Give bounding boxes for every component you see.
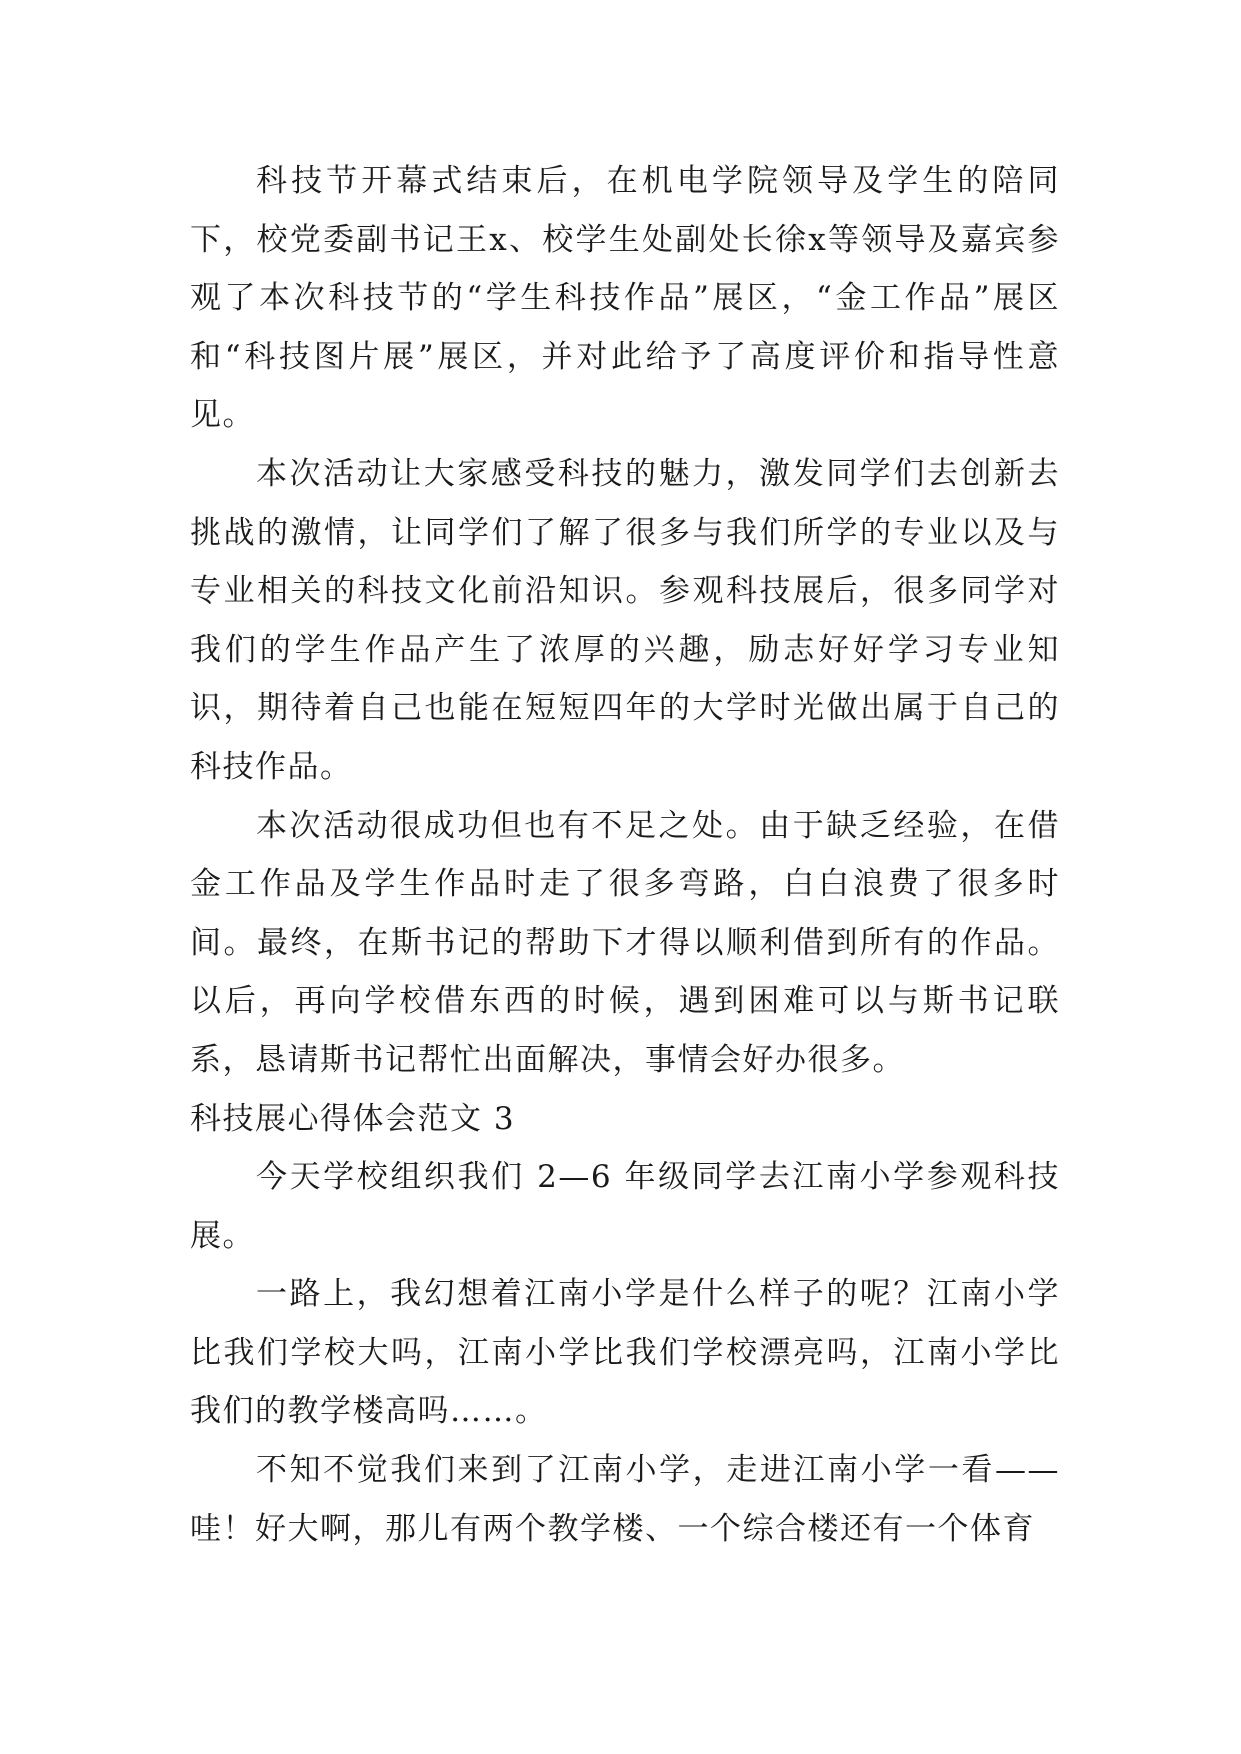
paragraph-opening-ceremony: 科技节开幕式结束后，在机电学院领导及学生的陪同下，校党委副书记王x、校学生处副处长徐x等领导及嘉宾参观了本次科技节的“学生科技作品”展区，“金工作品”展区和“科技图片展”展区，并对此给予了高度评价和指导性意见。 (190, 163, 1060, 434)
document-body (190, 152, 1060, 1558)
paragraph-arrival: 不知不觉我们来到了江南小学，走进江南小学一看——哇！好大啊，那儿有两个教学楼、一个综合楼还有一个体育 (190, 1452, 1060, 1547)
paragraph-imagination: 一路上，我幻想着江南小学是什么样子的呢？江南小学比我们学校大吗，江南小学比我们学校漂亮吗，江南小学比我们的教学楼高吗……。 (190, 1276, 1060, 1430)
section-heading: 科技展心得体会范文 3 (190, 1100, 516, 1137)
paragraph-shortcomings: 本次活动很成功但也有不足之处。由于缺乏经验，在借金工作品及学生作品时走了很多弯路，白白浪费了很多时间。最终，在斯书记的帮助下才得以顺利借到所有的作品。以后，再向学校借东西的时候，遇到困难可以与斯书记联系，恳请斯书记帮忙出面解决，事情会好办很多。 (190, 807, 1060, 1078)
paragraph-school-trip: 今天学校组织我们 2—6 年级同学去江南小学参观科技展。 (190, 1159, 1060, 1254)
paragraph-activity-impact: 本次活动让大家感受科技的魅力，激发同学们去创新去挑战的激情，让同学们了解了很多与我们所学的专业以及与专业相关的科技文化前沿知识。参观科技展后，很多同学对我们的学生作品产生了浓厚的兴趣，励志好好学习专业知识，期待着自己也能在短短四年的大学时光做出属于自己的科技作品。 (190, 455, 1060, 785)
